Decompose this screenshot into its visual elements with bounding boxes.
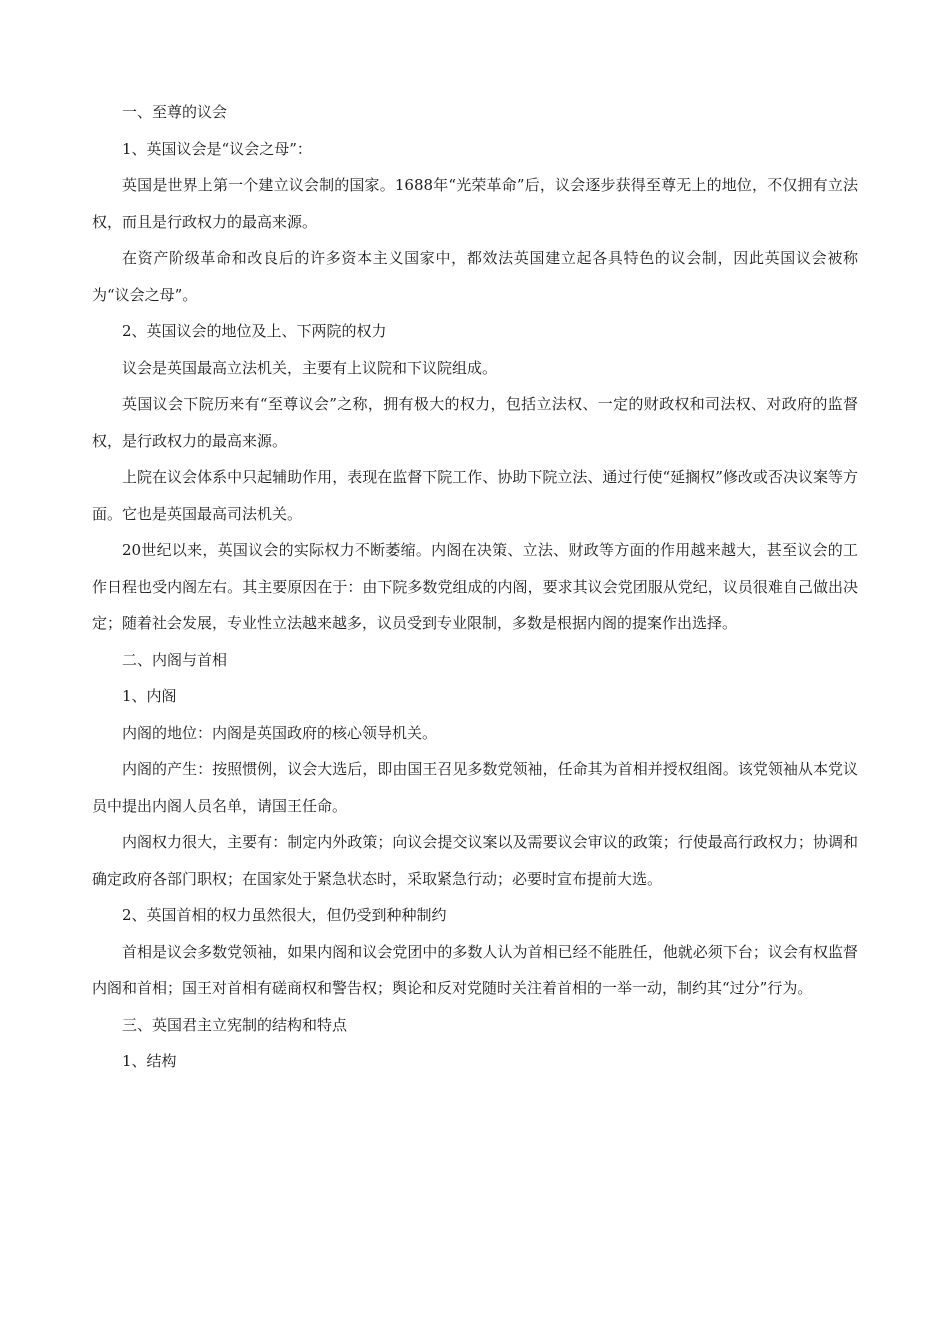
body-paragraph: 英国议会下院历来有“至尊议会”之称，拥有极大的权力，包括立法权、一定的财政权和司法权、对政府的监督权，是行政权力的最高来源。 [92, 395, 858, 450]
body-paragraph: 议会是英国最高立法机关，主要有上议院和下议院组成。 [122, 358, 498, 377]
body-paragraph: 在资产阶级革命和改良后的许多资本主义国家中，都效法英国建立起各具特色的议会制，因此英国议会被称为“议会之母”。 [92, 249, 858, 304]
body-paragraph: 内阁权力很大，主要有：制定内外政策；向议会提交议案以及需要议会审议的政策；行使最高行政权力；协调和确定政府各部门职权；在国家处于紧急状态时，采取紧急行动；必要时宣布提前大选。 [92, 833, 858, 888]
subheading-1-2: 2、英国议会的地位及上、下两院的权力 [122, 322, 387, 340]
subheading-2-1: 1、内阁 [122, 687, 177, 705]
body-paragraph: 内阁的地位：内阁是英国政府的核心领导机关。 [122, 723, 438, 742]
section-heading-1: 一、至尊的议会 [122, 103, 228, 121]
subheading-3-1: 1、结构 [122, 1052, 177, 1070]
section-heading-2: 二、内阁与首相 [122, 650, 228, 669]
body-paragraph: 首相是议会多数党领袖，如果内阁和议会党团中的多数人认为首相已经不能胜任，他就必须下台；议会有权监督内阁和首相；国王对首相有磋商权和警告权；舆论和反对党随时关注着首相的一举一动，制约其“过分”行为。 [92, 942, 858, 997]
section-heading-3: 三、英国君主立宪制的结构和特点 [122, 1015, 348, 1034]
document-body [92, 94, 858, 1080]
body-paragraph: 内阁的产生：按照惯例，议会大选后，即由国王召见多数党领袖，任命其为首相并授权组阁。该党领袖从本党议员中提出内阁人员名单，请国王任命。 [92, 760, 858, 815]
body-paragraph: 英国是世界上第一个建立议会制的国家。1688年“光荣革命”后，议会逐步获得至尊无上的地位，不仅拥有立法权，而且是行政权力的最高来源。 [92, 176, 858, 231]
body-paragraph: 上院在议会体系中只起辅助作用，表现在监督下院工作、协助下院立法、通过行使“延搁权”修改或否决议案等方面。它也是英国最高司法机关。 [92, 468, 858, 523]
body-paragraph: 20世纪以来，英国议会的实际权力不断萎缩。内阁在决策、立法、财政等方面的作用越来越大，甚至议会的工作日程也受内阁左右。其主要原因在于：由下院多数党组成的内阁，要求其议会党团服从党纪，议员很难自己做出决定；随着社会发展，专业性立法越来越多，议员受到专业限制，多数是根据内阁的提案作出选择。 [92, 541, 858, 632]
subheading-2-2: 2、英国首相的权力虽然很大，但仍受到种种制约 [122, 906, 447, 924]
subheading-1-1: 1、英国议会是“议会之母”： [122, 139, 312, 158]
